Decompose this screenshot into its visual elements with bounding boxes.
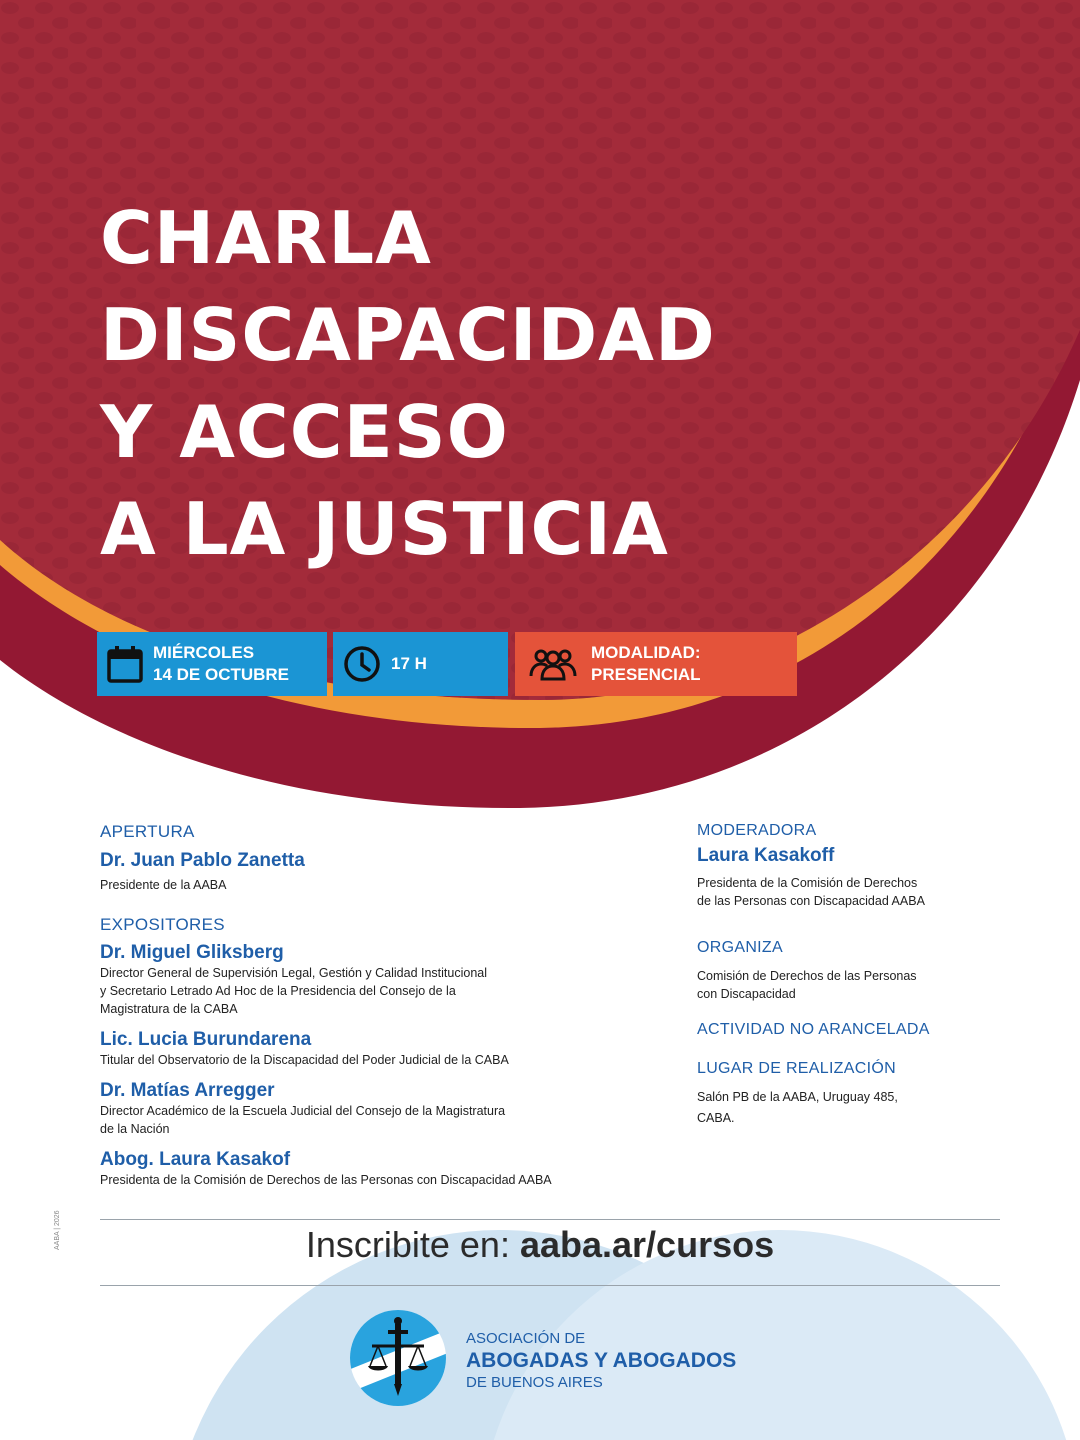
speaker-role-1: Director General de Supervisión Legal, Gestión y Calidad Institucional y Secretario Letrado Ad Hoc de la Presidencia del Consejo de la Magistratura de la CABA xyxy=(100,966,488,1016)
event-title xyxy=(100,190,860,578)
speaker-name-3: Dr. Matías Arregger xyxy=(100,1080,275,1101)
moderadora-label: MODERADORA xyxy=(697,822,817,839)
logo-line-1: ASOCIACIÓN DE xyxy=(466,1330,586,1347)
title-line-1: CHARLA xyxy=(100,196,432,280)
aaba-logo-text xyxy=(466,1330,736,1392)
lugar-label: LUGAR DE REALIZACIÓN xyxy=(697,1060,896,1077)
moderadora-name: Laura Kasakoff xyxy=(697,845,835,866)
clock-icon xyxy=(333,632,391,696)
modality-value: PRESENCIAL xyxy=(591,665,701,684)
title-line-3: Y ACCESO xyxy=(100,390,509,474)
time-text: 17 H xyxy=(391,654,427,673)
date-day: 14 DE OCTUBRE xyxy=(153,665,290,684)
modality-label: MODALIDAD: xyxy=(591,643,701,662)
modality-box xyxy=(515,632,797,696)
registration-line xyxy=(0,1224,1080,1266)
title-line-2: DISCAPACIDAD xyxy=(100,293,716,377)
aaba-emblem-icon xyxy=(348,1308,448,1408)
moderadora-role: Presidenta de la Comisión de Derechos de las Personas con Discapacidad AABA xyxy=(697,876,925,908)
title-line-4: A LA JUSTICIA xyxy=(100,487,669,571)
apertura-name: Dr. Juan Pablo Zanetta xyxy=(100,850,305,871)
date-box xyxy=(97,632,327,696)
calendar-icon xyxy=(97,632,153,696)
speaker-role-3: Director Académico de la Escuela Judicial del Consejo de la Magistratura de la Nación xyxy=(100,1104,506,1136)
time-box xyxy=(333,632,508,696)
speaker-name-4: Abog. Laura Kasakof xyxy=(100,1149,291,1170)
registration-prefix: Inscribite en: xyxy=(305,1224,520,1265)
organiza-label: ORGANIZA xyxy=(697,939,783,956)
date-weekday: MIÉRCOLES xyxy=(153,643,255,662)
speaker-role-4: Presidenta de la Comisión de Derechos de las Personas con Discapacidad AABA xyxy=(100,1173,552,1187)
logo-line-3: DE BUENOS AIRES xyxy=(466,1374,603,1391)
apertura-label: APERTURA xyxy=(100,822,195,841)
speaker-name-1: Dr. Miguel Gliksberg xyxy=(100,942,284,963)
speaker-name-2: Lic. Lucia Burundarena xyxy=(100,1029,312,1050)
free-activity-label: ACTIVIDAD NO ARANCELADA xyxy=(697,1021,930,1038)
divider-top xyxy=(100,1219,1000,1220)
organiza-text: Comisión de Derechos de las Personas con Discapacidad xyxy=(697,969,917,1001)
side-note: AABA | 2026 xyxy=(54,1210,61,1250)
apertura-role: Presidente de la AABA xyxy=(100,878,227,892)
people-icon xyxy=(515,632,591,696)
logo-line-2: ABOGADAS Y ABOGADOS xyxy=(466,1349,737,1372)
divider-bottom xyxy=(100,1285,1000,1286)
speaker-role-2: Titular del Observatorio de la Discapacidad del Poder Judicial de la CABA xyxy=(100,1053,509,1067)
expositores-label: EXPOSITORES xyxy=(100,915,225,934)
registration-link[interactable]: aaba.ar/cursos xyxy=(519,1224,775,1265)
lugar-text: Salón PB de la AABA, Uruguay 485, CABA. xyxy=(697,1090,898,1125)
